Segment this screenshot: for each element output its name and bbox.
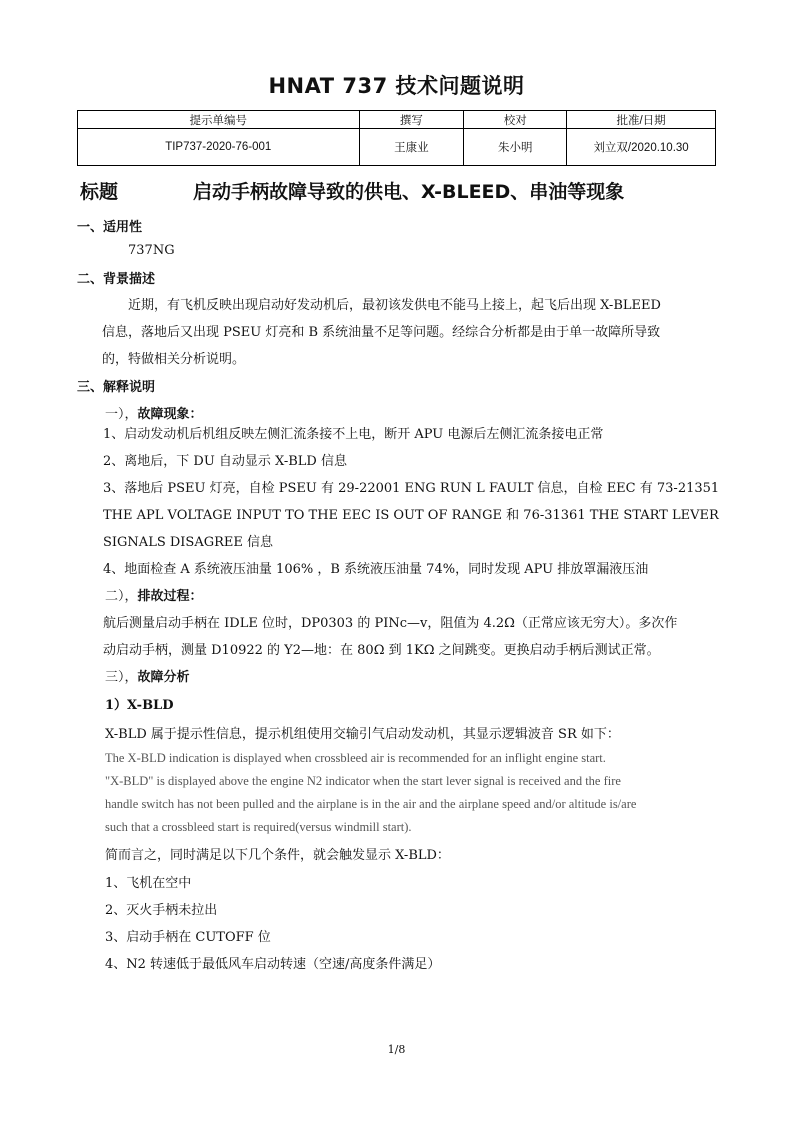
background-line: 近期，有飞机反映出现启动好发动机后，最初该发供电不能马上接上，起飞后出现 X-BLEED bbox=[128, 298, 661, 313]
table-cell-author: 王康业 bbox=[359, 129, 464, 166]
subsection-title: 排故过程： bbox=[137, 589, 203, 604]
applicability-body: 737NG bbox=[128, 243, 175, 258]
symptom-line: 2、离地后，下 DU 自动显示 X-BLD 信息 bbox=[103, 454, 347, 469]
document-title: HNAT 737 技术问题说明 bbox=[268, 74, 525, 98]
symptom-line: 1、启动发动机后机组反映左侧汇流条接不上电，断开 APU 电源后左侧汇流条接电正常 bbox=[103, 427, 604, 442]
table-header-cell: 撰写 bbox=[359, 111, 464, 129]
sr-quote-line: "X-BLD" is displayed above the engine N2 indicator when the start lever signal is received and the fire bbox=[105, 774, 621, 788]
subsection-title: 故障分析 bbox=[137, 670, 190, 685]
subsection-prefix: 一）， bbox=[105, 407, 138, 422]
section-title-applicability: 一、适用性 bbox=[77, 220, 143, 235]
subsection-prefix: 三）， bbox=[105, 670, 138, 685]
symptom-line: 3、落地后 PSEU 灯亮，自检 PSEU 有 29-22001 ENG RUN L FAULT 信息，自检 EEC 有 73-21351 bbox=[103, 481, 720, 496]
subsection-prefix: 二）， bbox=[105, 589, 138, 604]
sr-quote-line: The X-BLD indication is displayed when crossbleed air is recommended for an inflight engine start. bbox=[105, 751, 606, 765]
approval-table bbox=[77, 110, 716, 166]
subsection-title: 故障现象： bbox=[137, 407, 203, 422]
table-row bbox=[78, 129, 716, 166]
condition-item: 1、飞机在空中 bbox=[105, 876, 192, 891]
subsection-troubleshooting bbox=[105, 585, 203, 604]
analysis-xbld-title: 1）X-BLD bbox=[105, 698, 174, 713]
heading-text: 启动手柄故障导致的供电、X-BLEED、串油等现象 bbox=[193, 181, 625, 203]
symptom-line: 4、地面检查 A 系统液压油量 106% ，B 系统液压油量 74%，同时发现 APU 排放罩漏液压油 bbox=[103, 562, 649, 577]
sr-quote-line: handle switch has not been pulled and the airplane is in the air and the airplane speed and/or altitude is/are bbox=[105, 797, 637, 811]
troubleshooting-line: 动启动手柄，测量 D10922 的 Y2—地：在 80Ω 到 1KΩ 之间跳变。更换启动手柄后测试正常。 bbox=[103, 643, 660, 658]
symptom-line: SIGNALS DISAGREE 信息 bbox=[103, 535, 273, 550]
table-header-cell: 提示单编号 bbox=[78, 111, 360, 129]
section-title-background: 二、背景描述 bbox=[77, 272, 156, 287]
symptom-line: THE APL VOLTAGE INPUT TO THE EEC IS OUT OF RANGE 和 76-31361 THE START LEVER bbox=[103, 508, 719, 523]
background-line: 信息，落地后又出现 PSEU 灯亮和 B 系统油量不足等问题。经综合分析都是由于单一故障所导致 bbox=[102, 325, 661, 340]
condition-item: 4、N2 转速低于最低风车启动转速（空速/高度条件满足） bbox=[105, 957, 441, 972]
table-header-cell: 校对 bbox=[464, 111, 567, 129]
table-cell-tip-number: TIP737-2020-76-001 bbox=[78, 129, 360, 166]
table-header-row bbox=[78, 111, 716, 129]
subsection-symptoms bbox=[105, 403, 203, 422]
page-number: 1/8 bbox=[387, 1043, 406, 1056]
section-title-explanation: 三、解释说明 bbox=[77, 380, 156, 395]
table-cell-checker: 朱小明 bbox=[464, 129, 567, 166]
heading-label: 标题 bbox=[80, 181, 119, 203]
table-header-cell: 批准/日期 bbox=[567, 111, 716, 129]
troubleshooting-line: 航后测量启动手柄在 IDLE 位时，DP0303 的 PINc—v，阻值为 4.2Ω（正常应该无穷大）。多次作 bbox=[103, 616, 678, 631]
condition-item: 2、灭火手柄未拉出 bbox=[105, 903, 218, 918]
subsection-analysis bbox=[105, 666, 190, 685]
background-line: 的，特做相关分析说明。 bbox=[102, 352, 246, 367]
table-cell-approval: 刘立双/2020.10.30 bbox=[567, 129, 716, 166]
sr-quote-line: such that a crossbleed start is required(versus windmill start). bbox=[105, 820, 412, 834]
xbld-intro: X-BLD 属于提示性信息，提示机组使用交输引气启动发动机，其显示逻辑波音 SR 如下： bbox=[105, 727, 620, 742]
xbld-summary: 简而言之，同时满足以下几个条件，就会触发显示 X-BLD： bbox=[105, 848, 450, 863]
condition-item: 3、启动手柄在 CUTOFF 位 bbox=[105, 930, 271, 945]
